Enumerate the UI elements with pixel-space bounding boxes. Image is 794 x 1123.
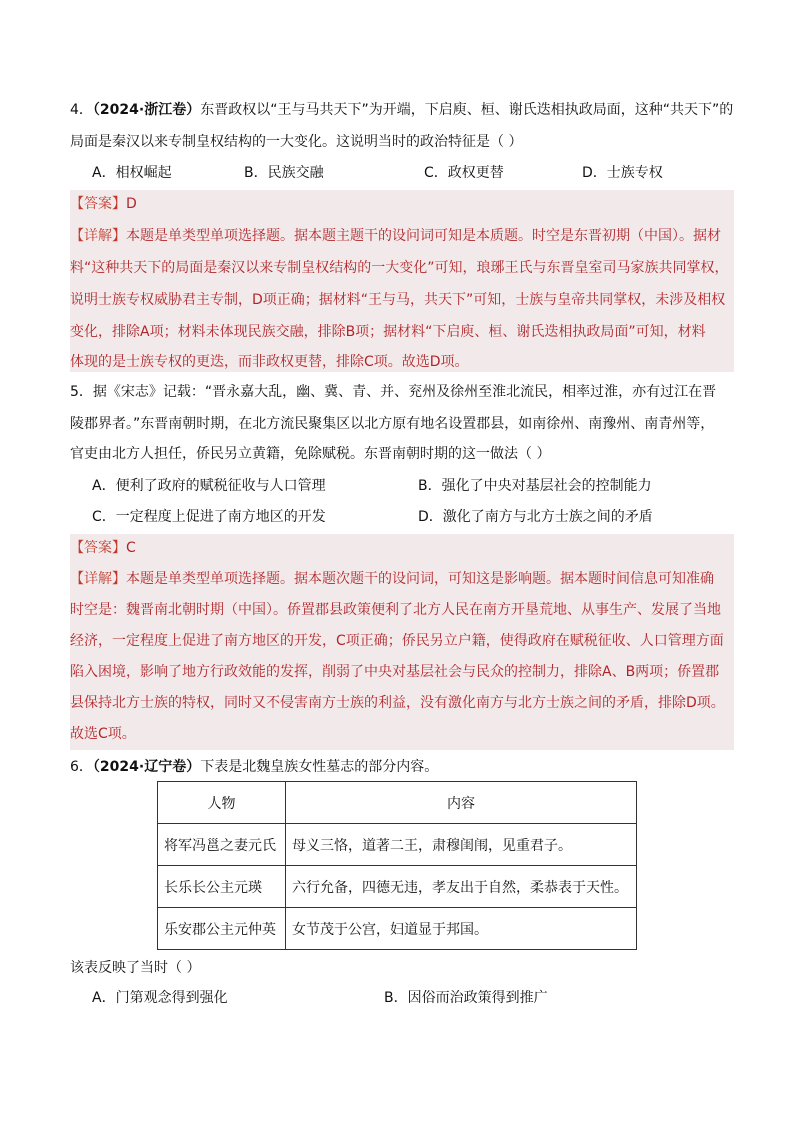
option-d: D．士族专权 [582, 165, 663, 181]
option-a: A．便利了政府的赋税征收与人口管理 [92, 478, 326, 494]
tomb-inscription-table [157, 781, 637, 950]
option-a: A．相权崛起 [92, 165, 172, 181]
table-cell-person: 长乐长公主元瑛 [158, 866, 286, 908]
table-cell-content: 六行允备，四德无违，孝友出于自然，柔恭表于天性。 [286, 866, 637, 908]
detail-line-4: 变化，排除A项；材料未体现民族交融，排除B项；据材料“下启庾、桓、谢氏迭相执政局面”可知，材料 [70, 324, 706, 340]
question-number: 6． [70, 759, 93, 775]
question-source: （2024·辽宁卷） [92, 759, 201, 775]
option-c: C．一定程度上促进了南方地区的开发 [92, 509, 326, 525]
question-stem-text: 下表是北魏皇族女性墓志的部分内容。 [200, 759, 439, 775]
table-header-content: 内容 [286, 782, 637, 824]
answer-tag: 【答案】 [70, 196, 126, 212]
question-5-stem-line-1 [70, 382, 716, 402]
answer-value: C [126, 540, 136, 556]
question-6-after-table: 该表反映了当时（ ） [70, 960, 201, 976]
detail-text: 本题是单类型单项选择题。据本题次题干的设问词，可知这是影响题。据本题时间信息可知准确 [126, 571, 714, 587]
answer-block-q4 [70, 190, 734, 372]
detail-line-2: 时空是：魏晋南北朝时期（中国）。侨置郡县政策便利了北方人民在南方开垦荒地、从事生产、发展了当地 [70, 602, 721, 618]
table-cell-person: 乐安郡公主元仲英 [158, 908, 286, 950]
answer-value: D [126, 196, 137, 212]
option-a: A．门第观念得到强化 [92, 990, 228, 1006]
detail-line-3: 经济，一定程度上促进了南方地区的开发，C项正确；侨民另立户籍，使得政府在赋税征收、人口管理方面 [70, 633, 724, 649]
answer-line [70, 194, 137, 214]
option-b: B．强化了中央对基层社会的控制能力 [418, 478, 652, 494]
question-4-stem-line-1 [70, 100, 733, 120]
detail-text: 本题是单类型单项选择题。据本题主题干的设问词可知是本质题。时空是东晋初期（中国）。据材 [126, 228, 721, 244]
detail-line-5: 体现的是士族专权的更迭，而非政权更替，排除C项。故选D项。 [70, 354, 469, 370]
question-number: 5． [70, 384, 93, 400]
table-row [158, 824, 637, 866]
question-stem-text: 东晋政权以“王与马共天下”为开端，下启庾、桓、谢氏迭相执政局面，这种“共天下”的 [200, 102, 734, 118]
table-row [158, 908, 637, 950]
option-b: B．因俗而治政策得到推广 [384, 990, 548, 1006]
table-cell-content: 女节茂于公宫，妇道显于邦国。 [286, 908, 637, 950]
table-row [158, 866, 637, 908]
option-d: D．激化了南方与北方士族之间的矛盾 [418, 509, 653, 525]
option-c: C．政权更替 [424, 165, 504, 181]
detail-line-1 [70, 226, 721, 246]
detail-line-4: 陷入困境，影响了地方行政效能的发挥，削弱了中央对基层社会与民众的控制力，排除A、B两项；侨置郡 [70, 664, 720, 680]
detail-tag: 【详解】 [70, 571, 126, 587]
option-b: B．民族交融 [244, 165, 324, 181]
detail-line-2: 料“这种共天下的局面是秦汉以来专制皇权结构的一大变化”可知，琅琊王氏与东晋皇室司马家族共同掌权， [70, 260, 729, 276]
table-cell-person: 将军冯邕之妻元氏 [158, 824, 286, 866]
table-header-row [158, 782, 637, 824]
detail-line-1 [70, 569, 714, 589]
question-source: （2024·浙江卷） [92, 102, 201, 118]
detail-line-3: 说明士族专权威胁君主专制，D项正确；据材料“王与马，共天下”可知，士族与皇帝共同掌权，未涉及相权 [70, 292, 726, 308]
question-4-stem-line-2: 局面是秦汉以来专制皇权结构的一大变化。这说明当时的政治特征是（ ） [70, 134, 523, 150]
question-5-stem-line-3: 官吏由北方人担任，侨民另立黄籍，免除赋税。东晋南朝时期的这一做法（ ） [70, 446, 551, 462]
question-5-stem-line-2: 陵郡界者。”东晋南朝时期，在北方流民聚集区以北方原有地名设置郡县，如南徐州、南豫州、南青州等， [70, 416, 715, 432]
detail-tag: 【详解】 [70, 228, 126, 244]
table-cell-content: 母义三恪，道著二王，肃穆闺闱，见重君子。 [286, 824, 637, 866]
answer-line [70, 538, 136, 558]
detail-line-6: 故选C项。 [70, 726, 136, 742]
answer-tag: 【答案】 [70, 540, 126, 556]
question-stem-text: 据《宋志》记载：“晋永嘉大乱，幽、冀、青、并、兖州及徐州至淮北流民，相率过淮，亦有过江在晋 [92, 384, 717, 400]
question-number: 4． [70, 102, 93, 118]
table-header-person: 人物 [158, 782, 286, 824]
detail-line-5: 县保持北方士族的特权，同时又不侵害南方士族的利益，没有激化南方与北方士族之间的矛盾，排除D项。 [70, 695, 725, 711]
question-6-stem [70, 757, 438, 777]
